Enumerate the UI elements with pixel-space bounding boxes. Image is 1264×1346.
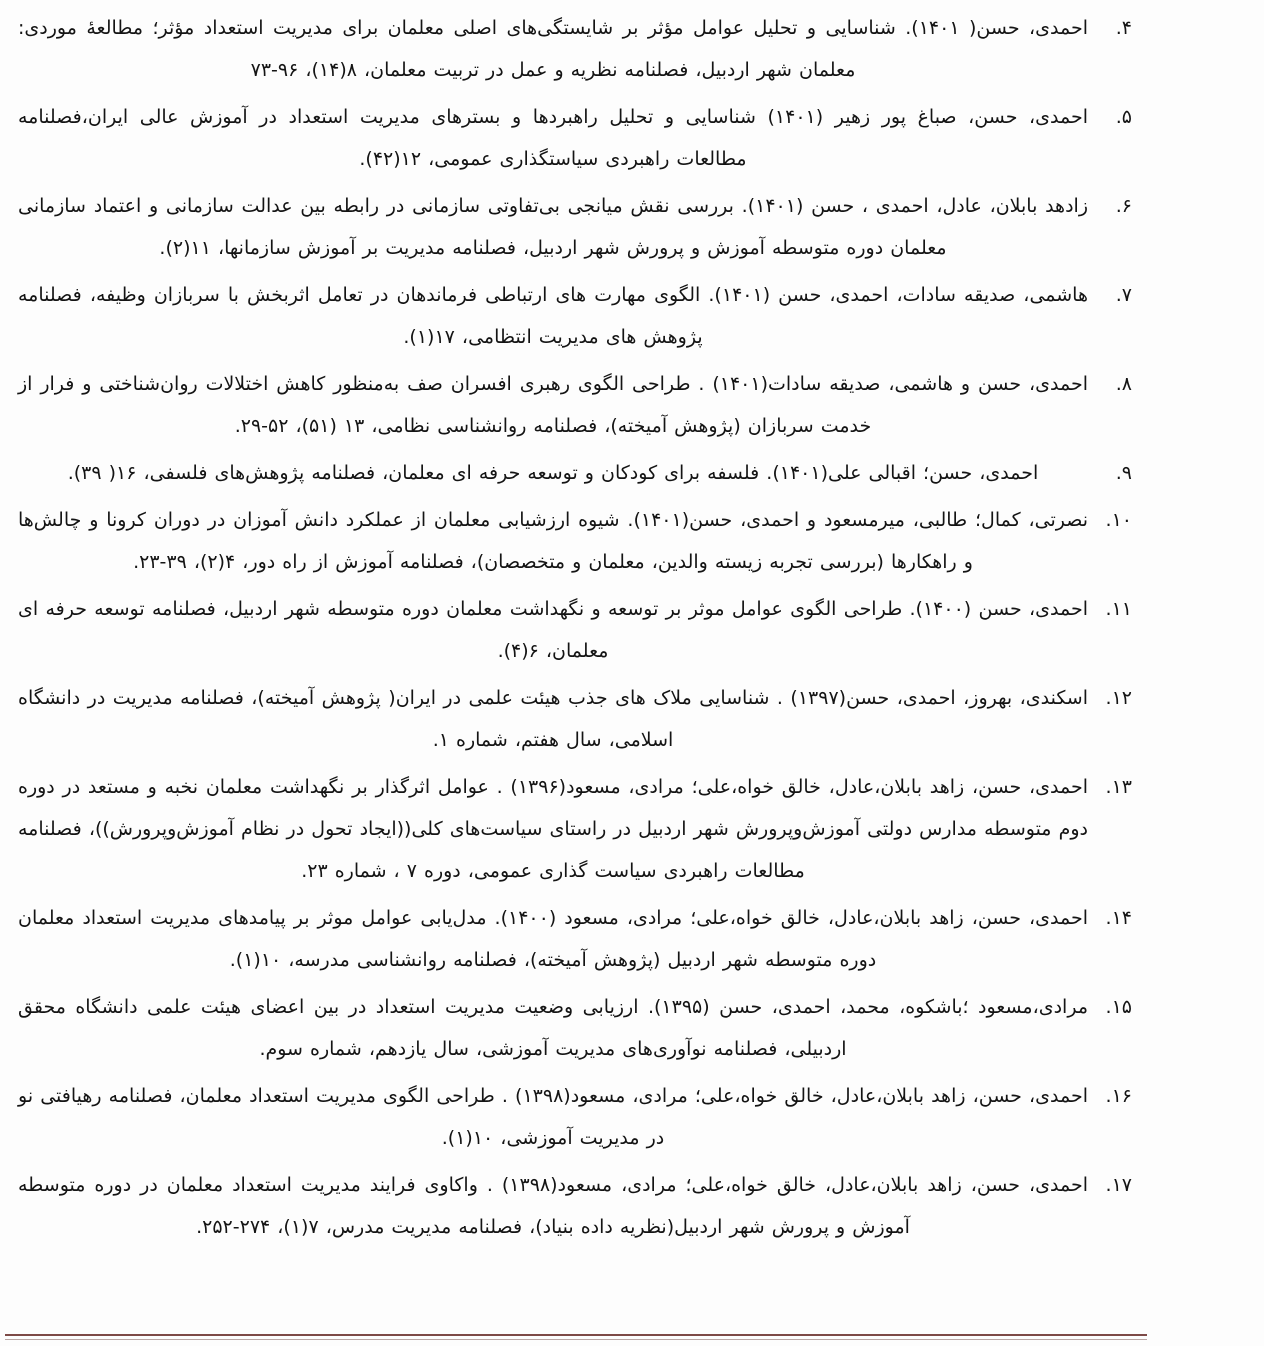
reference-text: هاشمی، صدیقه سادات، احمدی، حسن (۱۴۰۱). الگوی مهارت های ارتباطی فرماندهان در تعامل اثربخش با سربازان وظیفه، فصلنامه پژوهش های مدیریت انتظامی، ۱۷(۱). bbox=[18, 284, 1088, 348]
reference-text: احمدی، حسن، زاهد بابلان،عادل، خالق خواه،علی؛ مرادی، مسعود(۱۳۹۶) . عوامل اثرگذار بر نگهداشت معلمان نخبه و مستعد در دوره دوم متوسطه مدارس دولتی آموزش‌وپرورش شهر اردبیل در راستای سیاست‌های کلی((ایجاد تحول در نظام آموزش‌وپرورش))، فصلنامه مطالعات راهبردی سیاست گذاری عمومی، دوره ۷ ، شماره ۲۳. bbox=[18, 776, 1088, 882]
reference-item bbox=[18, 588, 1140, 672]
footer-divider-line bbox=[5, 1334, 1147, 1340]
reference-number: ۸. bbox=[1115, 373, 1132, 395]
reference-item bbox=[18, 7, 1140, 91]
reference-item bbox=[18, 766, 1140, 892]
reference-number: ۱۲. bbox=[1105, 687, 1132, 709]
reference-number: ۱۳. bbox=[1105, 776, 1132, 798]
reference-text: احمدی، حسن، صباغ پور زهیر (۱۴۰۱) شناسایی و تحلیل راهبردها و بسترهای مدیریت استعداد در آموزش عالی ایران،فصلنامه مطالعات راهبردی سیاستگذاری عمومی، ۱۲(۴۲). bbox=[18, 106, 1088, 170]
reference-text: زادهد بابلان، عادل، احمدی ، حسن (۱۴۰۱). بررسی نقش میانجی بی‌تفاوتی سازمانی در رابطه بین عدالت سازمانی و اعتماد سازمانی معلمان دوره متوسطه آموزش و پرورش شهر اردبیل، فصلنامه مدیریت بر آموزش سازمانها، ۱۱(۲). bbox=[18, 195, 1088, 259]
reference-text: احمدی، حسن، زاهد بابلان،عادل، خالق خواه،علی؛ مرادی، مسعود (۱۴۰۰). مدل‌یابی عوامل موثر بر پیامدهای مدیریت استعداد معلمان دوره متوسطه شهر اردبیل (پژوهش آمیخته)، فصلنامه روانشناسی مدرسه، ۱۰(۱). bbox=[18, 907, 1088, 971]
reference-text: احمدی، حسن (۱۴۰۰). طراحی الگوی عوامل موثر بر توسعه و نگهداشت معلمان دوره متوسطه شهر اردبیل، فصلنامه توسعه حرفه ای معلمان، ۶(۴). bbox=[18, 598, 1088, 662]
reference-item bbox=[18, 452, 1140, 494]
reference-number: ۱۱. bbox=[1105, 598, 1132, 620]
reference-text: مرادی،مسعود ؛باشکوه، محمد، احمدی، حسن (۱۳۹۵). ارزیابی وضعیت مدیریت استعداد در بین اعضای هیئت علمی دانشگاه محقق اردبیلی، فصلنامه نوآوری‌های مدیریت آموزشی، سال یازدهم، شماره سوم. bbox=[18, 996, 1088, 1060]
reference-number: ۱۴. bbox=[1105, 907, 1132, 929]
reference-item bbox=[18, 274, 1140, 358]
reference-item bbox=[18, 897, 1140, 981]
reference-text: احمدی، حسن، زاهد بابلان،عادل، خالق خواه،علی؛ مرادی، مسعود(۱۳۹۸) . واکاوی فرایند مدیریت استعداد معلمان در دوره متوسطه آموزش و پرورش شهر اردبیل(نظریه داده بنیاد)، فصلنامه مدیریت مدرس، ۷(۱)، ۲۷۴-۲۵۲. bbox=[18, 1174, 1088, 1238]
reference-item bbox=[18, 986, 1140, 1070]
reference-number: ۷. bbox=[1115, 284, 1132, 306]
reference-text: احمدی، حسن( ۱۴۰۱). شناسایی و تحلیل عوامل مؤثر بر شایستگی‌های اصلی معلمان برای مدیریت استعداد مؤثر؛ مطالعهٔ موردی: معلمان شهر اردبیل، فصلنامه نظریه و عمل در تربیت معلمان، ۸(۱۴)، ۹۶-۷۳ bbox=[18, 17, 1088, 81]
reference-text: نصرتی، کمال؛ طالبی، میرمسعود و احمدی، حسن(۱۴۰۱). شیوه ارزشیابی معلمان از عملکرد دانش آموزان در دوران کرونا و چالش‌ها و راهکارها (بررسی تجربه زیسته والدین، معلمان و متخصصان)، فصلنامه آموزش از راه دور، ۴(۲)، ۳۹-۲۳. bbox=[18, 509, 1088, 573]
reference-text: احمدی، حسن و هاشمی، صدیقه سادات(۱۴۰۱) . طراحی الگوی رهبری افسران صف به‌منظور کاهش اختلالات روان‌شناختی و فرار از خدمت سربازان (پژوهش آمیخته)، فصلنامه روانشناسی نظامی، ۱۳ (۵۱)، ۵۲-۲۹. bbox=[18, 373, 1089, 437]
reference-number: ۶. bbox=[1115, 195, 1132, 217]
reference-item bbox=[18, 677, 1140, 761]
reference-list bbox=[18, 7, 1140, 1253]
reference-number: ۱۵. bbox=[1105, 996, 1132, 1018]
reference-number: ۱۰. bbox=[1105, 509, 1132, 531]
reference-text: احمدی، حسن، زاهد بابلان،عادل، خالق خواه،علی؛ مرادی، مسعود(۱۳۹۸) . طراحی الگوی مدیریت استعداد معلمان، فصلنامه رهیافتی نو در مدیریت آموزشی، ۱۰(۱). bbox=[18, 1085, 1089, 1149]
reference-item bbox=[18, 185, 1140, 269]
reference-item bbox=[18, 96, 1140, 180]
reference-item bbox=[18, 499, 1140, 583]
reference-number: ۱۶. bbox=[1105, 1085, 1132, 1107]
reference-number: ۴. bbox=[1115, 17, 1132, 39]
reference-text: احمدی، حسن؛ اقبالی علی(۱۴۰۱). فلسفه برای کودکان و توسعه حرفه ای معلمان، فصلنامه پژوهش‌های فلسفی، ۱۶( ۳۹). bbox=[67, 462, 1039, 484]
reference-number: ۱۷. bbox=[1105, 1174, 1132, 1196]
reference-text: اسکندی، بهروز، احمدی، حسن(۱۳۹۷) . شناسایی ملاک های جذب هیئت علمی در ایران( پژوهش آمیخته)، فصلنامه مدیریت در دانشگاه اسلامی، سال هفتم، شماره ۱. bbox=[18, 687, 1089, 751]
reference-number: ۹. bbox=[1115, 462, 1132, 484]
reference-item bbox=[18, 363, 1140, 447]
reference-item bbox=[18, 1164, 1140, 1248]
reference-item bbox=[18, 1075, 1140, 1159]
reference-number: ۵. bbox=[1115, 106, 1132, 128]
